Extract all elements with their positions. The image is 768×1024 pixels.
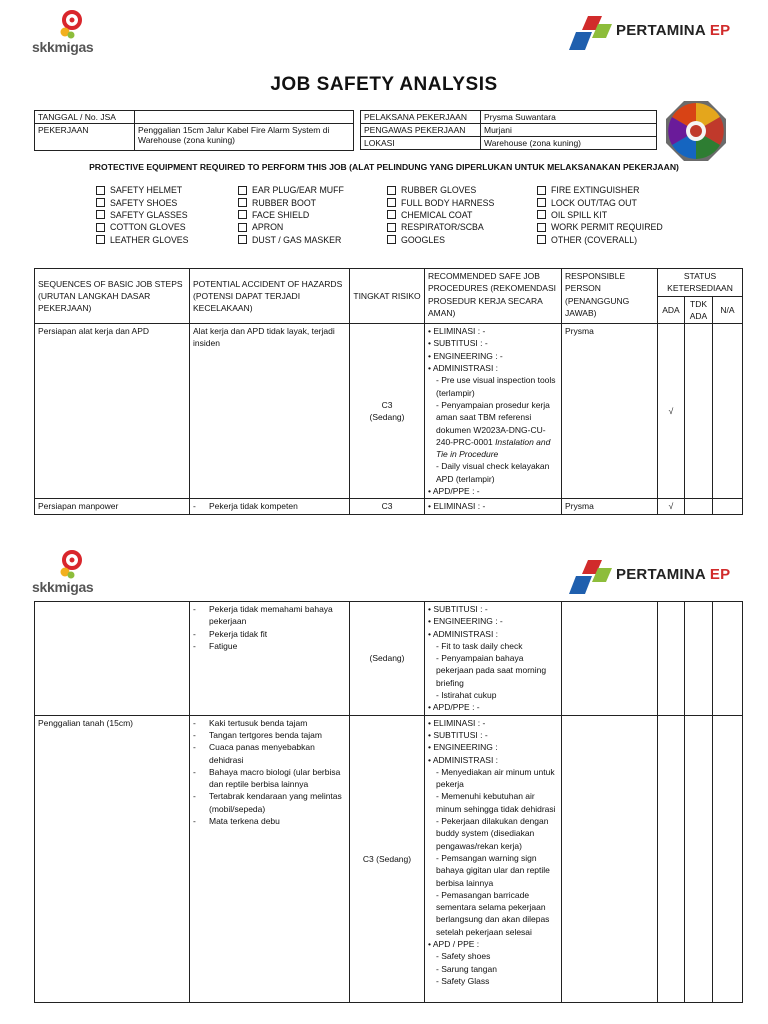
ppe-item[interactable]: SAFETY SHOES [96, 196, 189, 208]
hazard-cell [190, 499, 350, 514]
info-value: Prysma Suwantara [481, 111, 657, 124]
rec-line: • ELIMINASI : - [428, 326, 486, 337]
checkbox-icon[interactable] [238, 223, 247, 232]
step-cell [35, 602, 190, 716]
safety-badge-icon [664, 99, 728, 163]
personnel-info-table [360, 110, 657, 150]
risk-cell: (Sedang) [350, 602, 425, 716]
ppe-column-2 [238, 184, 344, 246]
checkbox-icon[interactable] [387, 186, 396, 195]
responsible-cell [562, 602, 658, 716]
info-row-executor [361, 111, 657, 124]
hazard-cell [190, 715, 350, 1003]
ppe-column-1 [96, 184, 189, 246]
rec-line: • ADMINISTRASI : [428, 754, 499, 765]
step-cell: Persiapan manpower [35, 499, 190, 514]
rec-line: - Pemsangan warning sign bahaya gigitan ular dan reptile berbisa lainnya [436, 852, 550, 888]
rec-line: • APD / PPE : [428, 939, 480, 950]
rec-line: - Memenuhi kebutuhan air minum sehingga tidak dehidrasi [436, 791, 556, 814]
pertamina-mark-icon [568, 14, 614, 52]
header-na: N/A [713, 296, 743, 324]
ppe-item[interactable]: RUBBER GLOVES [387, 184, 494, 196]
ppe-item[interactable]: FULL BODY HARNESS [387, 196, 494, 208]
checkbox-icon[interactable] [537, 223, 546, 232]
ppe-item[interactable]: DUST / GAS MASKER [238, 234, 344, 246]
checkbox-icon[interactable] [537, 210, 546, 219]
header-tdk-ada: TDK ADA [685, 296, 713, 324]
skkmigas-logo [32, 548, 112, 596]
status-na-cell [713, 602, 743, 716]
ppe-item[interactable]: APRON [238, 221, 344, 233]
checkbox-icon[interactable] [96, 235, 105, 244]
ppe-item[interactable]: WORK PERMIT REQUIRED [537, 221, 663, 233]
header-hazards: POTENTIAL ACCIDENT OF HAZARDS (POTENSI DAPAT TERJADI KECELAKAAN) [190, 269, 350, 324]
status-tdk-cell [685, 715, 713, 1003]
responsible-cell: Prysma [562, 499, 658, 514]
status-ada-cell: √ [658, 499, 685, 514]
header-risk: TINGKAT RISIKO [350, 269, 425, 324]
hazard-item: - Pekerja tidak kompeten [193, 500, 346, 512]
header-status: STATUS KETERSEDIAAN [658, 269, 743, 297]
recommend-cell: • ELIMINASI : - [425, 499, 562, 514]
info-label: PENGAWAS PEKERJAAN [361, 124, 481, 137]
rec-line: • SUBTITUSI : - [428, 604, 488, 614]
checkbox-icon[interactable] [387, 223, 396, 232]
pertamina-logo [568, 14, 748, 54]
checkbox-icon[interactable] [96, 198, 105, 207]
risk-cell [350, 324, 425, 499]
rec-line: • SUBTITUSI : - [428, 729, 488, 740]
table-header-row [35, 269, 743, 297]
hazard-item: - Mata terkena debu [193, 815, 346, 827]
info-label: PELAKSANA PEKERJAAN [361, 111, 481, 124]
hazard-cell: Alat kerja dan APD tidak layak, terjadi insiden [190, 324, 350, 499]
rec-line: - Pemasangan barricade sementara selama pekerjaan berlangsung dan akan dilepas setelah pekerjaan selesai [436, 889, 550, 937]
recommend-cell [425, 715, 562, 1003]
skkmigas-wordmark: skkmigas [32, 39, 94, 55]
status-ada-cell [658, 602, 685, 716]
page-break [0, 520, 768, 540]
rec-line: • ADMINISTRASI : [428, 363, 499, 374]
ppe-item[interactable]: LOCK OUT/TAG OUT [537, 196, 663, 208]
skkmigas-wordmark: skkmigas [32, 579, 94, 595]
checkbox-icon[interactable] [387, 198, 396, 207]
document-title: JOB SAFETY ANALYSIS [270, 74, 498, 95]
info-row-supervisor [361, 124, 657, 137]
jsa-table-page-1 [34, 268, 743, 515]
status-ada-cell: √ [658, 324, 685, 499]
header-responsible: RESPONSIBLE PERSON (PENANGGUNG JAWAB) [562, 269, 658, 324]
skkmigas-mark-icon [54, 548, 90, 580]
table-row [35, 602, 743, 716]
pertamina-wordmark: PERTAMINA EP [616, 566, 731, 583]
rec-line: - Safety shoes [436, 951, 491, 962]
responsible-cell: Prysma [562, 324, 658, 499]
hazard-item: - Tangan tertgores benda tajam [193, 729, 346, 741]
ppe-item[interactable]: RUBBER BOOT [238, 196, 344, 208]
info-label: PEKERJAAN [35, 124, 135, 151]
checkbox-icon[interactable] [96, 223, 105, 232]
rec-line: - Penyampaian bahaya pekerjaan pada saat morning briefing [436, 653, 547, 688]
info-value: Murjani [481, 124, 657, 137]
step-cell: Persiapan alat kerja dan APD [35, 324, 190, 499]
ppe-item[interactable]: CHEMICAL COAT [387, 209, 494, 221]
recommend-cell [425, 602, 562, 716]
responsible-cell [562, 715, 658, 1003]
status-na-cell [713, 499, 743, 514]
checkbox-icon[interactable] [96, 186, 105, 195]
ppe-column-3 [387, 184, 494, 246]
checkbox-icon[interactable] [238, 198, 247, 207]
checkbox-icon[interactable] [238, 186, 247, 195]
ppe-item[interactable]: GOOGLES [387, 234, 494, 246]
pertamina-logo [568, 558, 748, 598]
rec-line: - Menyediakan air minum untuk pekerja [436, 766, 555, 790]
rec-line: • ENGINEERING : - [428, 350, 503, 361]
table-row [35, 324, 743, 499]
risk-label: (Sedang) [369, 412, 405, 423]
hazard-item: - Tertabrak kendaraan yang melintas (mobil/sepeda) [193, 790, 346, 815]
checkbox-icon[interactable] [537, 186, 546, 195]
info-row-date [35, 111, 354, 124]
rec-line: - Safety Glass [436, 975, 490, 986]
table-row [35, 715, 743, 1003]
status-tdk-cell [685, 602, 713, 716]
checkbox-icon[interactable] [537, 235, 546, 244]
hazard-item: - Cuaca panas menyebabkan dehidrasi [193, 741, 346, 766]
ppe-title: PROTECTIVE EQUIPMENT REQUIRED TO PERFORM THIS JOB (ALAT PELINDUNG YANG DIPERLUKAN UNTUK MELAKSANAKAN PEKERJAAN) [89, 162, 679, 172]
ppe-item[interactable]: SAFETY HELMET [96, 184, 189, 196]
pertamina-mark-icon [568, 558, 614, 596]
info-value: Penggalian 15cm Jalur Kabel Fire Alarm System di Warehouse (zona kuning) [135, 124, 354, 151]
checkbox-icon[interactable] [537, 198, 546, 207]
recommend-cell [425, 324, 562, 499]
risk-level: C3 [381, 399, 393, 410]
risk-cell: C3 (Sedang) [350, 715, 425, 1003]
rec-line: • ENGINEERING : [428, 742, 498, 753]
rec-line: - Pre use visual inspection tools (terlampir) [436, 375, 556, 398]
info-row-job [35, 124, 354, 151]
hazard-item: - Pekerja tidak memahami bahaya pekerjaan [193, 603, 346, 628]
ppe-item[interactable]: COTTON GLOVES [96, 221, 189, 233]
skkmigas-mark-icon [54, 8, 90, 40]
hazard-item: - Bahaya macro biologi (ular berbisa dan reptile berbisa lainnya [193, 766, 346, 791]
info-label: TANGGAL / No. JSA [35, 111, 135, 124]
header-recommend: RECOMMENDED SAFE JOB PROCEDURES (REKOMENDASI PROSEDUR KERJA SECARA AMAN) [425, 269, 562, 324]
hazard-cell [190, 602, 350, 716]
job-info-table [34, 110, 354, 151]
rec-line: • ADMINISTRASI : [428, 628, 499, 639]
info-label: LOKASI [361, 137, 481, 150]
ppe-item[interactable]: FACE SHIELD [238, 209, 344, 221]
jsa-table-page-2 [34, 601, 743, 1003]
checkbox-icon[interactable] [387, 235, 396, 244]
checkbox-icon[interactable] [238, 235, 247, 244]
status-na-cell [713, 324, 743, 499]
rec-line: - Daily visual check kelayakan APD (terlampir) [436, 461, 550, 484]
hazard-item: - Kaki tertusuk benda tajam [193, 717, 346, 729]
risk-cell: C3 [350, 499, 425, 514]
info-value: Warehouse (zona kuning) [481, 137, 657, 150]
rec-line: • ELIMINASI : - [428, 717, 486, 728]
hazard-item: - Pekerja tidak fit [193, 628, 346, 640]
rec-line: • APD/PPE : - [428, 702, 480, 713]
rec-line: • ENGINEERING : - [428, 616, 503, 627]
rec-line: - Fit to task daily check [436, 640, 523, 651]
rec-line: - Penyampaian prosedur kerja aman saat TBM referensi dokumen W2023A-DNG-CU-240-PRC-0001 Instalation and Tie in Procedure [436, 399, 551, 460]
skkmigas-logo [32, 8, 112, 56]
rec-line: • APD/PPE : - [428, 486, 480, 497]
ppe-item[interactable]: LEATHER GLOVES [96, 234, 189, 246]
table-row [35, 499, 743, 514]
ppe-item[interactable]: OIL SPILL KIT [537, 209, 663, 221]
step-cell: Penggalian tanah (15cm) [35, 715, 190, 1003]
status-na-cell [713, 715, 743, 1003]
rec-line: • SUBTITUSI : - [428, 338, 488, 349]
header-ada: ADA [658, 296, 685, 324]
ppe-item[interactable]: RESPIRATOR/SCBA [387, 221, 494, 233]
ppe-item[interactable]: FIRE EXTINGUISHER [537, 184, 663, 196]
ppe-column-4 [537, 184, 663, 246]
hazard-item: - Fatigue [193, 640, 346, 652]
ppe-item[interactable]: OTHER (COVERALL) [537, 234, 663, 246]
checkbox-icon[interactable] [238, 210, 247, 219]
status-tdk-cell [685, 499, 713, 514]
info-row-location [361, 137, 657, 150]
ppe-item[interactable]: SAFETY GLASSES [96, 209, 189, 221]
info-value [135, 111, 354, 124]
header-steps: SEQUENCES OF BASIC JOB STEPS (URUTAN LANGKAH DASAR PEKERJAAN) [35, 269, 190, 324]
checkbox-icon[interactable] [387, 210, 396, 219]
pertamina-wordmark: PERTAMINA EP [616, 22, 731, 39]
rec-line: - Sarung tangan [436, 963, 497, 974]
rec-line: - Istirahat cukup [436, 690, 497, 701]
ppe-item[interactable]: EAR PLUG/EAR MUFF [238, 184, 344, 196]
rec-line: - Pekerjaan dilakukan dengan buddy system (disediakan pengawas/rekan kerja) [436, 816, 549, 851]
status-ada-cell [658, 715, 685, 1003]
checkbox-icon[interactable] [96, 210, 105, 219]
status-tdk-cell [685, 324, 713, 499]
